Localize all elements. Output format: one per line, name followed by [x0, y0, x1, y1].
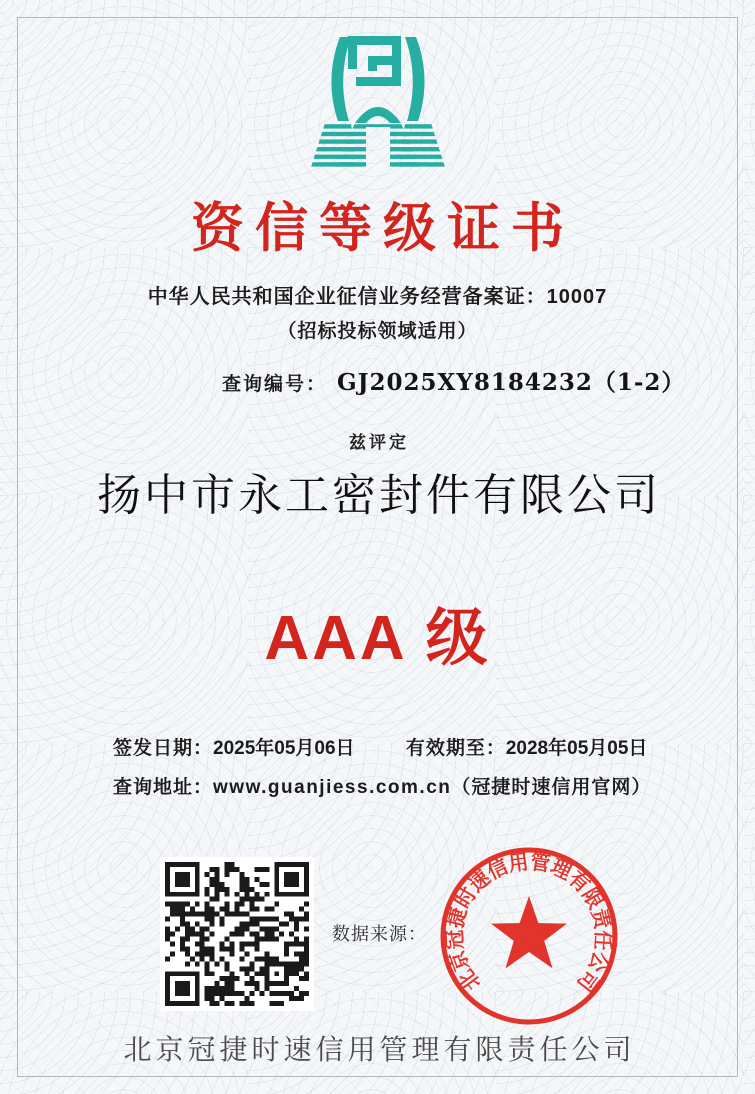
assessment-intro: 兹评定 — [349, 433, 409, 452]
issue-date-value: 2025年05月06日 — [213, 738, 355, 759]
query-number-line — [222, 364, 685, 397]
expiry-date-label: 有效期至： — [405, 738, 506, 759]
company-seal — [434, 841, 624, 1031]
expiry-date-value: 2028年05月05日 — [505, 738, 648, 759]
company-name: 扬中市永工密封件有限公司 — [97, 470, 661, 521]
query-address-label: 查询地址： — [113, 777, 214, 798]
data-source-label: 数据来源： — [332, 924, 427, 944]
credit-rating: AAA 级 — [264, 604, 491, 673]
registration-line: 中华人民共和国企业征信业务经营备案证：10007 — [147, 286, 608, 308]
query-address-note: （冠捷时速信用官网） — [451, 777, 652, 798]
validity-row — [113, 733, 647, 760]
issue-date-label: 签发日期： — [113, 738, 214, 759]
brand-logo-icon — [308, 33, 448, 169]
query-number-label: 查询编号： — [222, 374, 328, 395]
issuer-name: 北京冠捷时速信用管理有限责任公司 — [123, 1034, 636, 1065]
certificate-border — [17, 17, 738, 1077]
qr-code-icon — [160, 857, 314, 1011]
scope-line: （招标投标领域适用） — [277, 321, 478, 342]
query-address-url: www.guanjiess.com.cn — [213, 777, 452, 798]
certificate-title: 资信等级证书 — [191, 199, 575, 258]
seal-star-icon — [491, 896, 567, 968]
query-number-value: GJ2025XY8184232（1-2） — [337, 369, 686, 396]
issue-date-group — [113, 733, 355, 760]
expiry-date-group — [406, 733, 648, 760]
seal-text: 北京冠捷时速信用管理有限责任公司 — [443, 850, 615, 997]
query-address-row — [113, 772, 651, 799]
